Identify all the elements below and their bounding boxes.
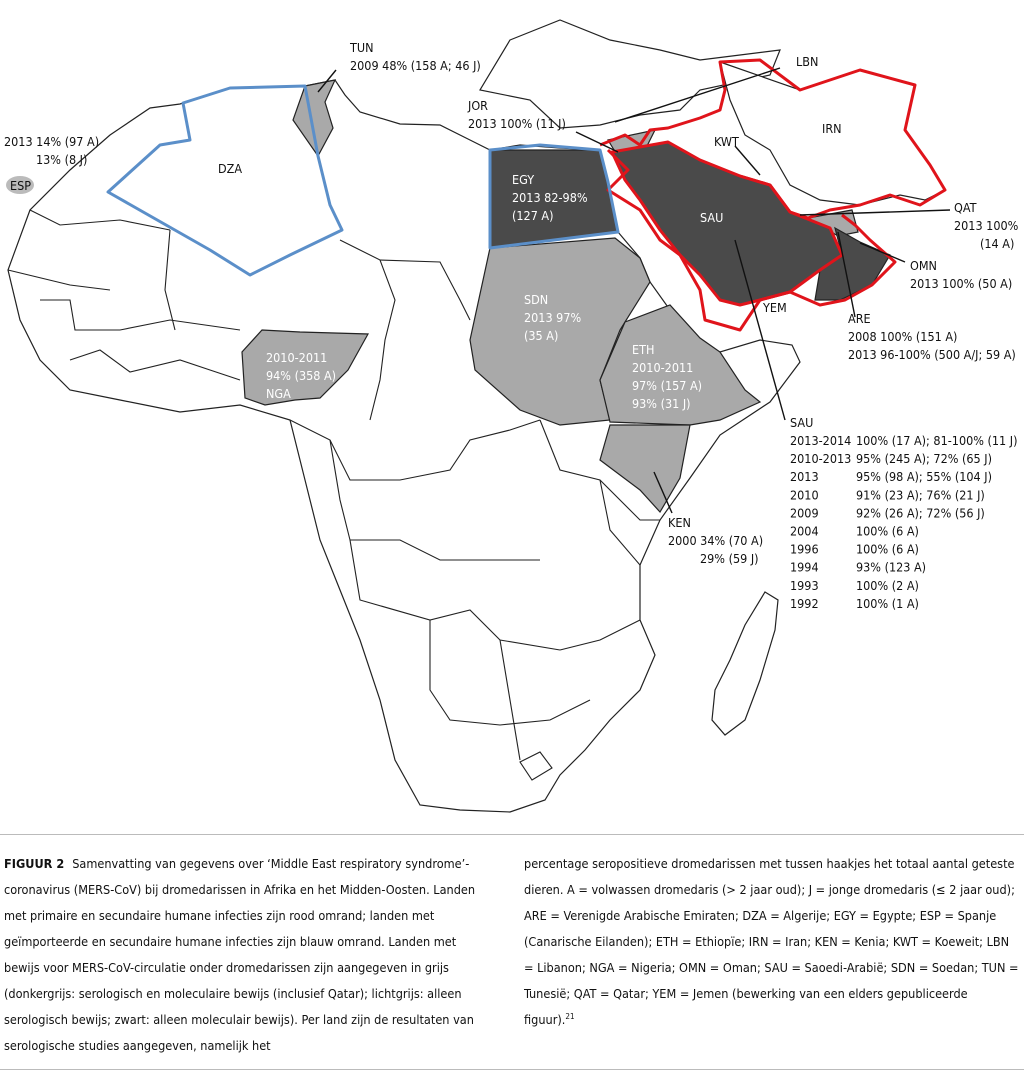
label-sdn-data-2: (35 A) <box>524 328 559 343</box>
sau-row-year: 2004 <box>790 523 819 539</box>
sau-rows <box>790 433 1017 611</box>
label-eth-data-1: 2010-2011 <box>632 360 694 375</box>
label-yem: YEM <box>763 300 787 315</box>
label-omn <box>910 258 1012 291</box>
label-tun <box>349 40 481 73</box>
figure-caption <box>0 834 1024 1070</box>
label-kwt: KWT <box>714 134 739 149</box>
sau-row-year: 1992 <box>790 595 819 611</box>
label-qat-code: QAT <box>954 200 977 215</box>
footnote-ref: 21 <box>565 1011 575 1021</box>
sau-row-year: 1996 <box>790 541 819 557</box>
label-eth-code: ETH <box>632 342 655 357</box>
sau-row-result: 100% (17 A); 81-100% (11 J) <box>856 433 1018 448</box>
label-esp-code: ESP <box>10 178 32 193</box>
label-qat-data-1: 2013 100% <box>954 218 1019 233</box>
sau-row-year: 2009 <box>790 505 819 521</box>
sau-row-year: 2013-2014 <box>790 433 852 448</box>
label-eth-data-2: 97% (157 A) <box>632 378 703 393</box>
label-dza: DZA <box>218 161 243 176</box>
label-sau-table <box>790 415 1017 611</box>
label-qat <box>954 200 1019 251</box>
label-lbn: LBN <box>796 54 819 69</box>
label-nga-data-2: 94% (358 A) <box>266 368 337 383</box>
label-jor-data: 2013 100% (11 J) <box>468 116 566 131</box>
sau-row-year: 2013 <box>790 469 819 485</box>
caption-right-column <box>524 851 1020 1033</box>
label-nga-code: NGA <box>266 386 291 401</box>
sau-row-result: 91% (23 A); 76% (21 J) <box>856 487 985 503</box>
label-sau-title: SAU <box>790 415 814 430</box>
label-ken-code: KEN <box>668 515 691 530</box>
label-sau-map: SAU <box>700 210 724 225</box>
sau-row-year: 1994 <box>790 559 819 575</box>
caption-right-text: percentage seropositieve dromedarissen met tussen haakjes het totaal aantal geteste dieren. A = volwassen dromedaris (> 2 jaar oud); J = jonge dromedaris (≤ 2 jaar oud); ARE = Verenigde Arabische Emiraten; DZA = Algerije; EGY = Egypte; ESP = Spanje (Canarische Eilanden); ETH = Ethiopïe; IRN = Iran; KEN = Kenia; KWT = Koeweit; LBN = Libanon; NGA = Nigeria; OMN = Oman; SAU = Saoedi-Arabië; SDN = Soedan; TUN = Tunesië; QAT = Qatar; YEM = Jemen (bewerking van een elders gepubliceerde figuur). <box>524 856 1019 1027</box>
label-omn-code: OMN <box>910 258 937 273</box>
label-tun-code: TUN <box>350 40 374 55</box>
label-are-data-1: 2008 100% (151 A) <box>848 329 958 344</box>
sau-row-result: 100% (6 A) <box>856 541 919 557</box>
label-esp-data-1: 2013 14% (97 A) <box>4 134 100 149</box>
label-ken-data-1: 2000 34% (70 A) <box>668 533 764 548</box>
label-egy-data-1: 2013 82-98% <box>512 190 588 205</box>
sau-row-result: 95% (245 A); 72% (65 J) <box>856 451 992 467</box>
label-omn-data: 2013 100% (50 A) <box>910 276 1013 291</box>
label-egy-code: EGY <box>512 172 535 187</box>
label-are-data-2: 2013 96-100% (500 A/J; 59 A) <box>848 347 1016 362</box>
sau-row-result: 93% (123 A) <box>856 559 927 575</box>
label-nga-data-1: 2010-2011 <box>266 350 328 365</box>
label-are <box>848 311 1016 362</box>
figure-number: FIGUUR 2 <box>4 856 65 871</box>
label-esp-data-2: 13% (8 J) <box>36 152 88 167</box>
sau-row-result: 95% (98 A); 55% (104 J) <box>856 469 992 485</box>
label-irn: IRN <box>822 121 842 136</box>
label-ken-data-2: 29% (59 J) <box>700 551 759 566</box>
sau-row-result: 100% (2 A) <box>856 577 919 593</box>
label-eth-data-3: 93% (31 J) <box>632 396 691 411</box>
sau-row-result: 92% (26 A); 72% (56 J) <box>856 505 985 521</box>
label-tun-data: 2009 48% (158 A; 46 J) <box>350 58 481 73</box>
label-are-code: ARE <box>848 311 871 326</box>
caption-left-text: Samenvatting van gegevens over ‘Middle East respiratory syndrome’-coronavirus (MERS-CoV) bij dromedarissen in Afrika en het Midden-Oosten. Landen met primaire en secundaire humane infecties zijn rood omrand; landen met geïmporteerde en secundaire humane infecties zijn blauw omrand. Landen met bewijs voor MERS-CoV-circulatie onder dromedarissen zijn aangegeven in grijs (donkergrijs: serologisch en moleculaire bewijs (inclusief Qatar); lichtgrijs: alleen serologisch bewijs; zwart: alleen moleculair bewijs). Per land zijn de resultaten van serologische studies aangegeven, namelijk het <box>4 856 476 1053</box>
caption-left-column <box>4 851 494 1059</box>
sau-row-result: 100% (1 A) <box>856 595 919 611</box>
sau-row-year: 2010-2013 <box>790 451 852 467</box>
sau-row-result: 100% (6 A) <box>856 523 919 539</box>
sau-row-year: 1993 <box>790 577 819 593</box>
label-qat-data-2: (14 A) <box>980 236 1015 251</box>
label-sdn-code: SDN <box>524 292 549 307</box>
label-jor-code: JOR <box>468 98 488 113</box>
label-sdn-data-1: 2013 97% <box>524 310 582 325</box>
sau-row-year: 2010 <box>790 487 819 503</box>
label-ken <box>668 515 763 566</box>
label-egy-data-2: (127 A) <box>512 208 554 223</box>
madagascar <box>712 592 778 735</box>
